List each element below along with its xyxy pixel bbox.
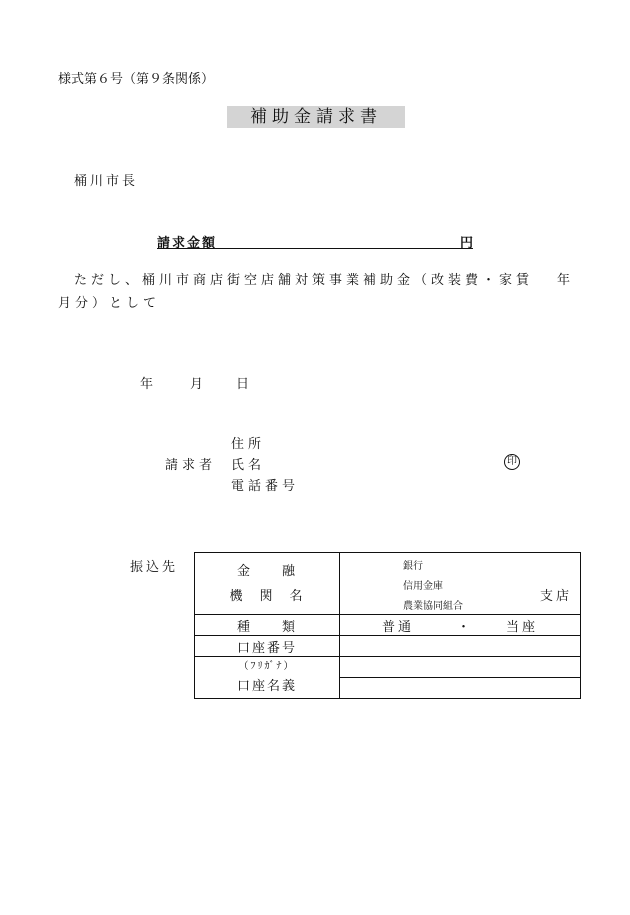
bank-table: [194, 552, 581, 699]
account-type-ordinary: 普通: [382, 619, 415, 635]
account-type-field[interactable]: [340, 615, 581, 636]
claimant-name-label: 氏名: [231, 458, 266, 473]
account-type-row: [195, 615, 581, 636]
claimant-phone-label: 電話番号: [231, 479, 300, 494]
institution-label-line-2: 機 関 名: [229, 588, 305, 604]
furigana-row: [195, 657, 581, 678]
institution-label: [195, 553, 340, 615]
date-day: 日: [236, 377, 252, 392]
account-holder-field[interactable]: [340, 678, 581, 699]
amount-row: [157, 232, 473, 249]
account-number-row: [195, 636, 581, 657]
form-id: 様式第６号（第９条関係）: [58, 72, 215, 87]
account-holder-label: 口座名義: [236, 678, 297, 694]
purpose-year: 年: [556, 273, 574, 288]
purpose-line-1: [74, 270, 574, 292]
account-type-current: 当座: [505, 619, 538, 635]
institution-field[interactable]: [340, 553, 581, 615]
branch-label: 支店: [539, 589, 572, 604]
furigana-label: （ﾌﾘｶﾞﾅ）: [238, 660, 296, 672]
institution-row: [195, 553, 581, 615]
seal-icon: 印: [504, 454, 520, 470]
page-title: 補助金請求書: [227, 106, 405, 128]
purpose-text: ただし、桶川市商店街空店舗対策事業補助金（改装費・家賃: [74, 273, 534, 288]
amount-label: 請求金額: [157, 236, 218, 251]
transfer-label: 振込先: [130, 560, 179, 575]
furigana-field[interactable]: [340, 657, 581, 678]
account-holder-label-cell: [195, 657, 340, 699]
institution-type-bank: 銀行: [403, 561, 423, 572]
account-number-field[interactable]: [340, 636, 581, 657]
institution-label-line-1: 金 融: [236, 563, 297, 579]
account-type-label: 種 類: [195, 615, 340, 636]
account-type-separator: ・: [456, 619, 473, 635]
purpose-line-2: 月分）として: [58, 296, 161, 311]
date-year: 年: [140, 377, 156, 392]
addressee: 桶川市長: [74, 174, 139, 189]
date-line: [140, 373, 251, 392]
claimant-label: 請求者: [165, 458, 217, 473]
account-number-label: 口座番号: [195, 636, 340, 657]
institution-type-shinkin: 信用金庫: [403, 581, 443, 592]
amount-unit: 円: [459, 236, 473, 251]
institution-type-nokyo: 農業協同組合: [403, 601, 463, 612]
date-month: 月: [190, 377, 206, 392]
claimant-address-label: 住所: [231, 437, 266, 452]
